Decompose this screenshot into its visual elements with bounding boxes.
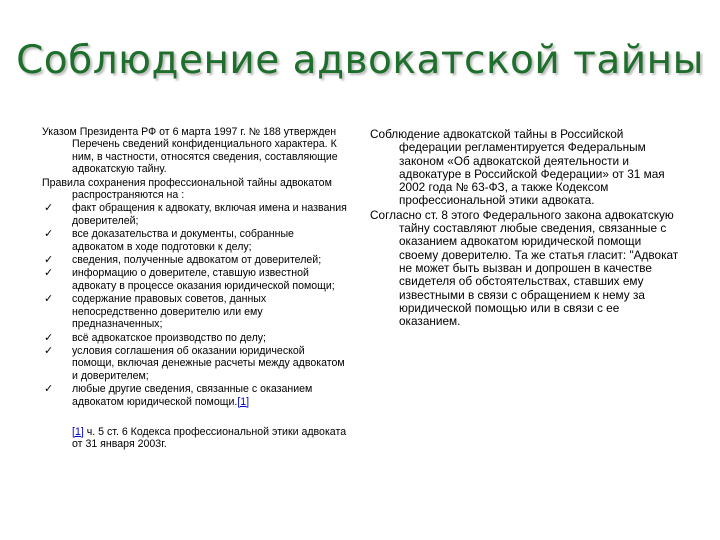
rules-list	[42, 202, 348, 408]
list-item	[42, 383, 348, 408]
list-item	[42, 202, 348, 227]
right-paragraph-1: Соблюдение адвокатской тайны в Российской федерации регламентируется Федеральным законом «Об адвокатской деятельности и адвокатуре в Российской Федерации» от 31 мая 2002 года № 63-ФЗ, а также Кодексом профессиональной этики адвоката.	[370, 127, 665, 208]
list-item	[42, 293, 348, 330]
slide-title: Соблюдение адвокатской тайны	[16, 38, 704, 83]
list-item	[42, 228, 348, 253]
footnote-backlink[interactable]: [1]	[72, 425, 84, 438]
checkmark-icon: ✓	[44, 267, 54, 280]
list-item-text: факт обращения к адвокату, включая имена и названия доверителей;	[72, 202, 347, 227]
footnote-text: ч. 5 ст. 6 Кодекса профессиональной этики адвоката от 31 января 2003г.	[72, 425, 347, 451]
checkmark-icon: ✓	[44, 293, 54, 306]
list-item	[42, 267, 348, 292]
checkmark-icon: ✓	[44, 331, 54, 344]
right-column	[370, 128, 682, 329]
list-item-text: содержание правовых советов, данных непосредственно доверителю или ему предназначенных;	[72, 293, 267, 331]
right-paragraph-2: Согласно ст. 8 этого Федерального закона адвокатскую тайну составляют любые сведения, связанные с оказанием адвокатом юридической помощи своему доверителю. Та же статья гласит: "Адвокат не может быть вызван и допрошен в качестве свидетеля об обстоятельствах, ставших ему известными в связи с обращением к нему за юридической помощью или в связи с ее оказанием.	[370, 207, 679, 329]
list-item	[42, 332, 348, 344]
rules-heading: Правила сохранения профессиональной тайны адвокатом распространяются на :	[42, 176, 332, 202]
checkmark-icon: ✓	[44, 383, 54, 396]
checkmark-icon: ✓	[44, 254, 54, 267]
footnote	[42, 426, 348, 451]
left-column	[42, 126, 348, 451]
checkmark-icon: ✓	[44, 202, 54, 215]
list-item	[42, 345, 348, 382]
list-item-text: информацию о доверителе, ставшую известной адвокату в процессе оказания юридической помощи;	[72, 267, 335, 292]
list-item-text: все доказательства и документы, собранные адвокатом в ходе подготовки к делу;	[72, 228, 294, 253]
list-item	[42, 254, 348, 266]
list-item-text: всё адвокатское производство по делу;	[72, 331, 267, 344]
checkmark-icon: ✓	[44, 344, 54, 357]
list-item-text: любые другие сведения, связанные с оказанием адвокатом юридической помощи.	[72, 383, 313, 408]
list-item-text: сведения, полученные адвокатом от доверителей;	[72, 254, 322, 267]
footnote-reference-link[interactable]: [1]	[237, 395, 250, 408]
checkmark-icon: ✓	[44, 228, 54, 241]
list-item-text: условия соглашения об оказании юридической помощи, включая денежные расчеты между адвокатом и доверителем;	[72, 344, 345, 382]
intro-paragraph: Указом Президента РФ от 6 марта 1997 г. № 188 утвержден Перечень сведений конфиденциального характера. К ним, в частности, относятся сведения, составляющие адвокатскую тайну.	[42, 126, 338, 176]
